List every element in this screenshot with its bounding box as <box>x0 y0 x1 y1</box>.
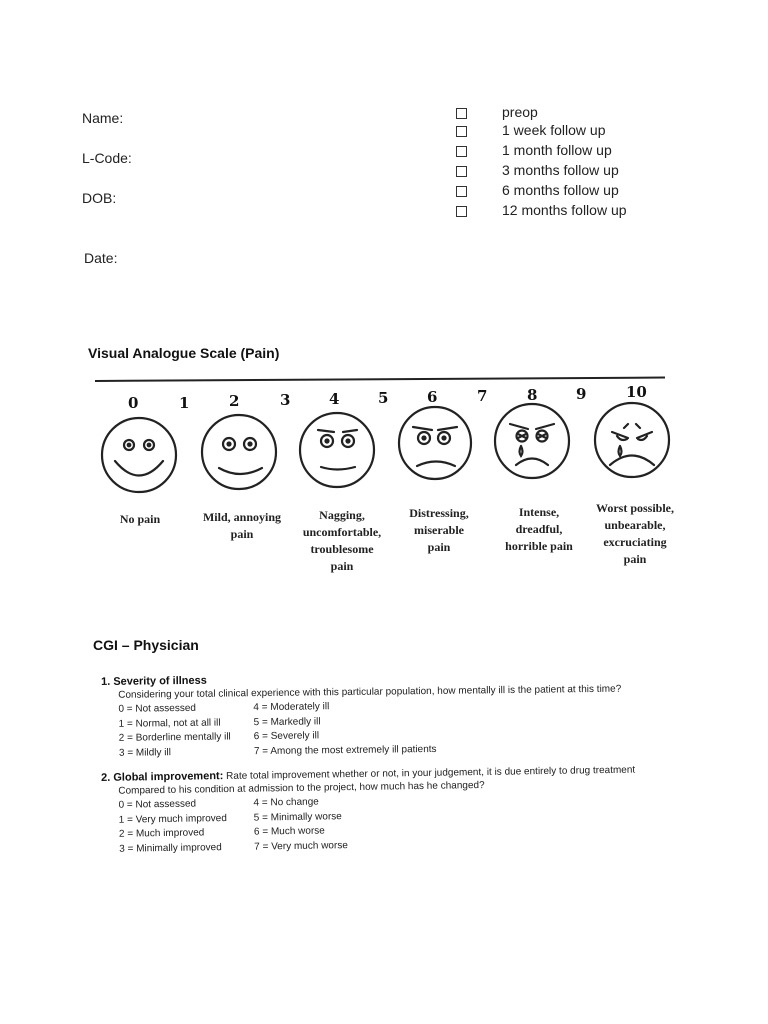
face-label-line: unbearable, <box>604 518 666 532</box>
severity-section <box>101 670 622 761</box>
severity-options <box>101 697 622 761</box>
scale-number-4: 4 <box>329 390 340 408</box>
improvement-option: 5 = Minimally worse <box>253 810 342 824</box>
severity-col-1 <box>118 701 231 760</box>
face-worst-pain-icon <box>595 403 669 477</box>
severity-option: 5 = Markedly ill <box>253 715 321 728</box>
severity-option: 1 = Normal, not at all ill <box>118 717 221 730</box>
follow-up-label: 1 month follow up <box>502 142 612 158</box>
follow-up-label: 12 months follow up <box>502 202 627 218</box>
name-label: Name: <box>82 110 124 126</box>
improvement-section <box>101 764 636 857</box>
scale-number-3: 3 <box>280 391 291 409</box>
face-label-line: miserable <box>414 523 464 537</box>
severity-option: 2 = Borderline mentally ill <box>118 731 231 744</box>
follow-up-label: 1 week follow up <box>502 122 606 138</box>
improvement-col-2 <box>253 795 348 854</box>
severity-option: 0 = Not assessed <box>118 702 197 715</box>
scale-number-2: 2 <box>229 392 240 410</box>
improvement-question: Compared to his condition at admission to the project, how much has he changed? <box>118 779 485 797</box>
face-label-intense <box>484 504 594 555</box>
improvement-col-1 <box>118 797 227 857</box>
face-label-nagging <box>287 507 397 575</box>
face-label-line: Distressing, <box>409 506 469 520</box>
scale-number-10: 10 <box>626 383 647 401</box>
improvement-options <box>101 791 636 857</box>
dob-label: DOB: <box>82 190 117 206</box>
improvement-option: 1 = Very much improved <box>118 812 227 826</box>
face-label-line: Nagging, <box>319 508 365 522</box>
scale-number-7: 7 <box>477 387 488 405</box>
face-label-line: horrible pain <box>505 539 573 553</box>
face-label-line: pain <box>623 552 647 566</box>
improvement-option: 6 = Much worse <box>253 825 325 838</box>
severity-option: 4 = Moderately ill <box>253 701 330 714</box>
improvement-option: 2 = Much improved <box>118 827 205 840</box>
face-label-line: troublesome <box>310 542 374 556</box>
face-label-distressing <box>384 505 494 556</box>
face-label-line: uncomfortable, <box>302 525 382 539</box>
severity-question: Considering your total clinical experience with this particular population, how mentally ill is the patient at this time? <box>118 683 622 701</box>
follow-up-label: preop <box>502 104 538 120</box>
face-mild-pain-icon <box>202 415 276 489</box>
face-nagging-pain-icon <box>300 413 374 487</box>
face-label-line: dreadful, <box>515 522 563 536</box>
improvement-heading-text: Rate total improvement whether or not, in your judgement, it is due entirely to drug treatment <box>226 764 636 783</box>
face-label-line: Mild, annoying <box>202 510 282 524</box>
scale-number-0: 0 <box>128 394 139 412</box>
scale-number-5: 5 <box>378 389 389 407</box>
follow-up-label: 6 months follow up <box>502 182 619 198</box>
vas-title: Visual Analogue Scale (Pain) <box>88 345 280 361</box>
scale-number-1: 1 <box>179 394 190 412</box>
improvement-option: 3 = Minimally improved <box>119 841 222 855</box>
face-label-line: pain <box>230 527 254 541</box>
face-label-no-pain <box>85 511 195 528</box>
face-no-pain-icon <box>102 418 176 492</box>
scale-number-9: 9 <box>576 385 587 403</box>
improvement-option: 7 = Very much worse <box>254 839 348 853</box>
follow-up-label: 3 months follow up <box>502 162 619 178</box>
scale-number-6: 6 <box>427 388 438 406</box>
face-label-line: Intense, <box>518 505 560 519</box>
face-distressing-pain-icon <box>399 407 471 479</box>
cgi-title: CGI – Physician <box>93 637 199 653</box>
severity-heading: 1. Severity of illness <box>101 674 207 688</box>
improvement-option: 4 = No change <box>253 796 319 809</box>
face-label-line: pain <box>427 540 451 554</box>
severity-option: 6 = Severely ill <box>253 730 320 743</box>
scale-number-8: 8 <box>527 386 538 404</box>
severity-option: 7 = Among the most extremely ill patients <box>253 743 437 757</box>
face-label-line: pain <box>330 559 354 573</box>
face-intense-pain-icon <box>495 404 569 478</box>
improvement-heading-title: 2. Global improvement: <box>101 770 224 784</box>
face-label-worst <box>580 500 690 568</box>
severity-option: 3 = Mildly ill <box>118 746 171 759</box>
face-label-line: Worst possible, <box>595 501 674 515</box>
improvement-option: 0 = Not assessed <box>118 798 197 811</box>
face-label-line: No pain <box>119 512 161 526</box>
date-label: Date: <box>84 250 118 266</box>
severity-col-2 <box>253 699 436 759</box>
lcode-label: L-Code: <box>82 150 132 166</box>
face-label-mild <box>187 509 297 543</box>
face-label-line: excruciating <box>603 535 667 549</box>
